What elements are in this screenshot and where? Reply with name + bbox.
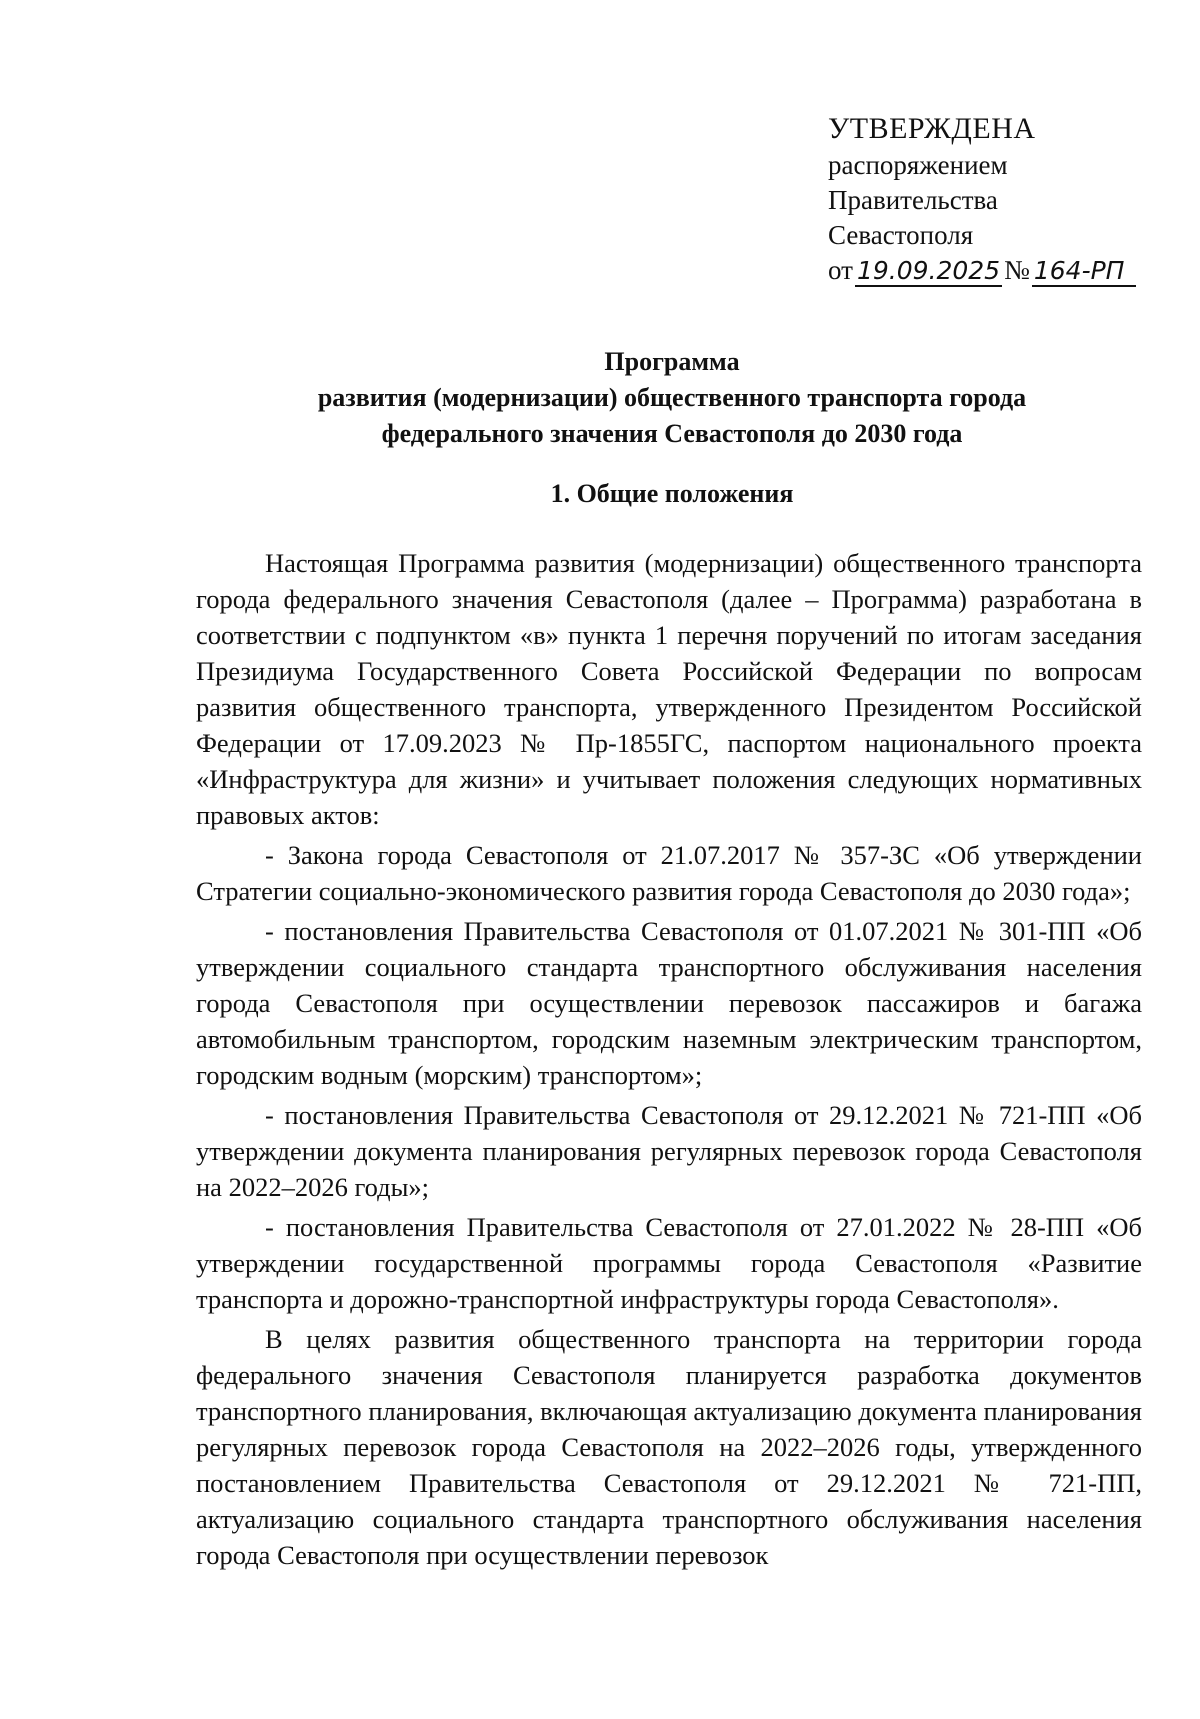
- paragraph-intro: Настоящая Программа развития (модернизации) общественного транспорта города федерального значения Севастополя (далее – Программа) разработана в соответствии с подпунктом «в» пункта 1 перечня поручений по итогам заседания Президиума Государственного Совета Российской Федерации по вопросам развития общественного транспорта, утвержденного Президентом Российской Федерации от 17.09.2023 № Пр-1855ГС, паспортом национального проекта «Инфраструктура для жизни» и учитывает положения следующих нормативных правовых актов:: [196, 548, 1142, 830]
- paragraph-resolution-301: - постановления Правительства Севастополя от 01.07.2021 № 301-ПП «Об утверждении социального стандарта транспортного обслуживания населения города Севастополя при осуществлении перевозок пассажиров и багажа автомобильным транспортом, городским наземным электрическим транспортом, городским водным (морским) транспортом»;: [196, 916, 1142, 1090]
- document-title: [196, 344, 1148, 452]
- handwritten-number: 164-РП: [1032, 257, 1136, 287]
- approval-date-number: [828, 253, 1168, 288]
- approval-stamp: [828, 110, 1168, 288]
- paragraph-resolution-28: - постановления Правительства Севастополя от 27.01.2022 № 28-ПП «Об утверждении государственной программы города Севастополя «Развитие транспорта и дорожно-транспортной инфраструктуры города Севастополя».: [196, 1212, 1142, 1314]
- paragraph-law-357: - Закона города Севастополя от 21.07.2017 № 357-ЗС «Об утверждении Стратегии социально-экономического развития города Севастополя до 2030 года»;: [196, 840, 1142, 906]
- paragraph-resolution-721: - постановления Правительства Севастополя от 29.12.2021 № 721-ПП «Об утверждении документа планирования регулярных перевозок города Севастополя на 2022–2026 годы»;: [196, 1100, 1142, 1202]
- paragraph-goals: В целях развития общественного транспорта на территории города федерального значения Севастополя планируется разработка документов транспортного планирования, включающая актуализацию документа планирования регулярных перевозок города Севастополя на 2022–2026 годы, утвержденного постановлением Правительства Севастополя от 29.12.2021 № 721-ПП, актуализацию социального стандарта транспортного обслуживания населения города Севастополя при осуществлении перевозок: [196, 1324, 1142, 1570]
- approval-line-city: Севастополя: [828, 220, 974, 250]
- title-line-1: Программа: [604, 347, 740, 376]
- approval-line-government: Правительства: [828, 185, 998, 215]
- approval-line-order: распоряжением: [828, 150, 1008, 180]
- handwritten-date: 19.09.2025: [856, 256, 1001, 285]
- date-prefix: от: [828, 255, 853, 285]
- title-line-2: развития (модернизации) общественного транспорта города: [317, 383, 1027, 412]
- document-body: [196, 545, 1142, 1577]
- title-line-3: федерального значения Севастополя до 2030 года: [381, 419, 963, 448]
- approval-heading: УТВЕРЖДЕНА: [828, 112, 1036, 145]
- section-heading: 1. Общие положения: [550, 479, 794, 508]
- number-prefix: №: [1004, 255, 1030, 285]
